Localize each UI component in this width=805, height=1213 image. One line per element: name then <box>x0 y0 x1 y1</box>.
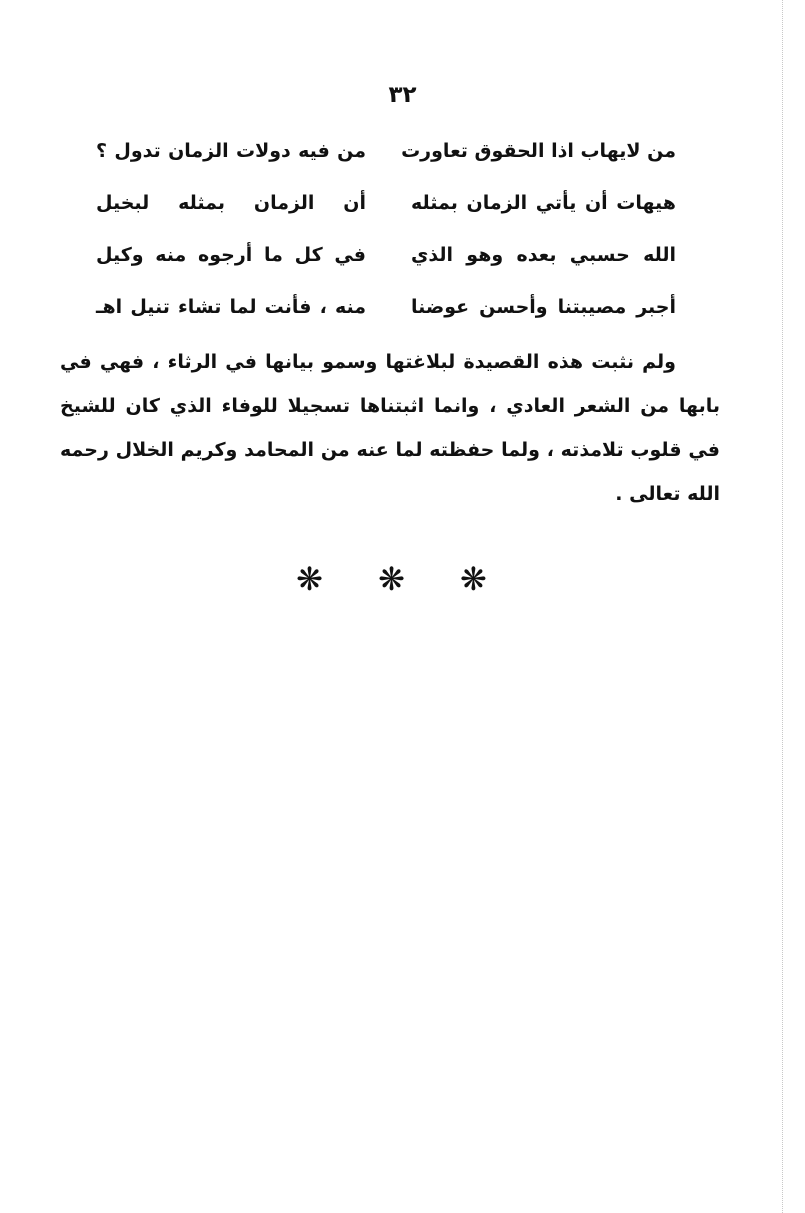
poem-verse <box>96 192 676 244</box>
verse-first-hemistich: الله حسبي بعده وهو الذي <box>411 244 676 266</box>
asterisk-ornament-icon: ❋ <box>378 560 427 598</box>
poem-verse <box>96 244 676 296</box>
poem-verse <box>96 140 676 192</box>
prose-line: الله تعالى . <box>615 483 720 505</box>
poem-block <box>96 140 676 348</box>
prose-line: في قلوب تلامذته ، ولما حفظته لما عنه من المحامد وكريم الخلال رحمه <box>60 439 720 461</box>
page-number: ٣٢ <box>388 82 417 108</box>
prose-line: ولم نثبت هذه القصيدة لبلاغتها وسمو بيانها في الرثاء ، فهي في <box>60 351 676 373</box>
verse-first-hemistich: هيهات أن يأتي الزمان بمثله <box>411 192 676 214</box>
asterisk-ornament-icon: ❋ <box>296 560 345 598</box>
verse-second-hemistich: أن الزمان بمثله لبخيل <box>96 192 366 214</box>
verse-second-hemistich: منه ، فأنت لما تشاء تنيل اهـ <box>96 296 366 318</box>
verse-second-hemistich: في كل ما أرجوه منه وكيل <box>96 244 366 266</box>
page-edge-line <box>782 0 783 1213</box>
prose-line: بابها من الشعر العادي ، وانما اثبتناها تسجيلا للوفاء الذي كان للشيخ <box>60 395 720 417</box>
verse-first-hemistich: من لايهاب اذا الحقوق تعاورت <box>401 140 676 162</box>
prose-paragraph <box>60 340 720 516</box>
section-separator <box>0 560 805 598</box>
asterisk-ornament-icon: ❋ <box>460 560 509 598</box>
verse-second-hemistich: من فيه دولات الزمان تدول ؟ <box>96 140 366 162</box>
verse-first-hemistich: أجبر مصيبتنا وأحسن عوضنا <box>411 296 676 318</box>
